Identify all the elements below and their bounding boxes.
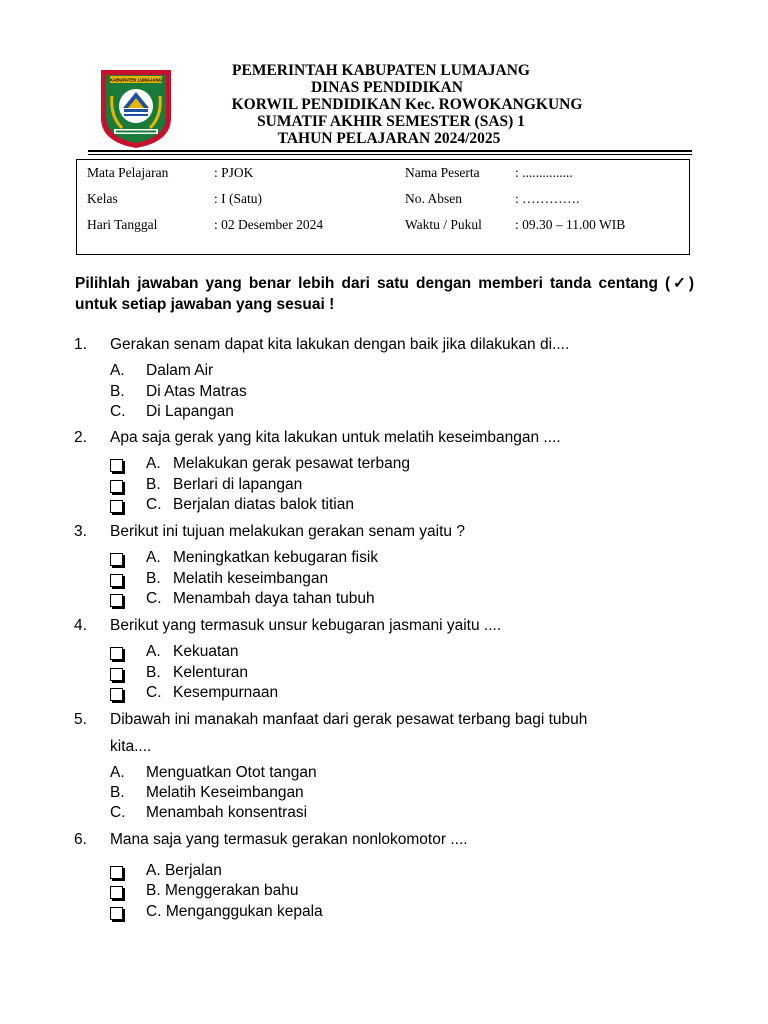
q4-option-c-checkbox[interactable]	[110, 688, 123, 701]
q2-option-a-checkbox[interactable]	[110, 459, 123, 472]
kabupaten-lumajang-emblem	[98, 66, 174, 150]
option-letter: A.	[146, 862, 161, 879]
question-text: Apa saja gerak yang kita lakukan untuk melatih keseimbangan ....	[110, 429, 561, 446]
instruction-text: Pilihlah jawaban yang benar lebih dari satu dengan memberi tanda centang (✓) untuk setiap jawaban yang sesuai !	[75, 275, 694, 313]
option-text: Dalam Air	[146, 362, 214, 379]
q6-option-a-checkbox[interactable]	[110, 866, 123, 879]
info-value-absence-number: : ………….	[515, 191, 580, 206]
option-letter: B.	[146, 882, 161, 899]
question-text-continuation: kita....	[110, 738, 152, 755]
header-line-academic-year: TAHUN PELAJARAN 2024/2025	[277, 130, 501, 147]
q4-option-b-checkbox[interactable]	[110, 668, 123, 681]
option-letter: A.	[146, 643, 161, 660]
option-text: Melatih keseimbangan	[173, 570, 329, 587]
header-line-government: PEMERINTAH KABUPATEN LUMAJANG	[232, 62, 530, 79]
question-text: Gerakan senam dapat kita lakukan dengan baik jika dilakukan di....	[110, 336, 570, 353]
option-letter: C.	[146, 590, 162, 607]
header-divider	[88, 150, 692, 152]
option-letter: B.	[110, 784, 125, 801]
option-letter: B.	[146, 664, 161, 681]
q2-option-b-checkbox[interactable]	[110, 480, 123, 493]
question-number: 6.	[74, 831, 87, 848]
q3-option-b[interactable]	[146, 570, 328, 588]
question-text: Berikut yang termasuk unsur kebugaran jasmani yaitu ....	[110, 617, 502, 634]
option-text: Menganggukan kepala	[165, 903, 323, 920]
option-text: Di Atas Matras	[146, 383, 247, 400]
student-info-box	[76, 159, 690, 255]
question-number: 4.	[74, 617, 87, 634]
q6-option-c-checkbox[interactable]	[110, 907, 123, 920]
option-letter: B.	[146, 476, 161, 493]
q3-option-b-checkbox[interactable]	[110, 574, 123, 587]
option-letter: C.	[110, 804, 126, 821]
option-text: Menguatkan Otot tangan	[146, 764, 317, 781]
q2-option-c[interactable]	[146, 496, 354, 514]
q6-option-b-checkbox[interactable]	[110, 886, 123, 899]
question-number: 3.	[74, 523, 87, 540]
option-letter: C.	[146, 684, 162, 701]
question-number: 5.	[74, 711, 87, 728]
option-letter: C.	[146, 496, 162, 513]
option-text: Melakukan gerak pesawat terbang	[173, 455, 410, 472]
option-letter: A.	[146, 549, 161, 566]
question-text: Mana saja yang termasuk gerakan nonlokomotor ....	[110, 831, 468, 848]
header-line-exam-name: SUMATIF AKHIR SEMESTER (SAS) 1	[257, 113, 525, 130]
q4-option-c[interactable]	[146, 684, 278, 702]
question-text: Berikut ini tujuan melakukan gerakan senam yaitu ?	[110, 523, 465, 540]
option-letter: A.	[146, 455, 161, 472]
q3-option-a[interactable]	[146, 549, 378, 567]
q3-option-c[interactable]	[146, 590, 375, 608]
info-label-class: Kelas	[87, 191, 118, 206]
q2-option-b[interactable]	[146, 476, 302, 494]
question-text: Dibawah ini manakah manfaat dari gerak pesawat terbang bagi tubuh	[110, 711, 588, 728]
document-header	[190, 62, 590, 147]
q6-option-b[interactable]	[146, 882, 299, 900]
info-value-class: : I (Satu)	[214, 191, 262, 206]
svg-text:KABUPATEN LUMAJANG: KABUPATEN LUMAJANG	[110, 77, 162, 83]
option-letter: B.	[146, 570, 161, 587]
header-line-korwil: KORWIL PENDIDIKAN Kec. ROWOKANGKUNG	[231, 96, 583, 113]
option-letter: A.	[110, 362, 125, 379]
option-text: Berjalan diatas balok titian	[173, 496, 354, 513]
q4-option-b[interactable]	[146, 664, 248, 682]
q4-option-a-checkbox[interactable]	[110, 647, 123, 660]
option-text: Menambah konsentrasi	[146, 804, 308, 821]
info-label-absence-number: No. Absen	[405, 191, 462, 206]
option-text: Kesempurnaan	[173, 684, 279, 701]
option-letter: A.	[110, 764, 125, 781]
option-text: Di Lapangan	[146, 403, 234, 420]
option-letter: C.	[110, 403, 126, 420]
option-text: Kekuatan	[173, 643, 239, 660]
info-label-participant-name: Nama Peserta	[405, 165, 480, 180]
info-value-date: : 02 Desember 2024	[214, 217, 324, 232]
q6-option-c[interactable]	[146, 903, 323, 921]
option-text: Berlari di lapangan	[173, 476, 303, 493]
q3-option-a-checkbox[interactable]	[110, 553, 123, 566]
header-divider-thin	[88, 154, 692, 155]
header-line-department: DINAS PENDIDIKAN	[310, 79, 463, 96]
info-value-subject: : PJOK	[214, 165, 254, 180]
option-letter: C.	[146, 903, 162, 920]
option-text: Menggerakan bahu	[164, 882, 299, 899]
option-text: Kelenturan	[173, 664, 248, 681]
info-value-participant-name: : ...............	[515, 165, 573, 180]
option-text: Meningkatkan kebugaran fisik	[173, 549, 379, 566]
q6-option-a[interactable]	[146, 862, 222, 880]
info-label-date: Hari Tanggal	[87, 217, 158, 232]
info-label-time: Waktu / Pukul	[405, 217, 482, 232]
question-number: 2.	[74, 429, 87, 446]
option-text: Menambah daya tahan tubuh	[173, 590, 375, 607]
q2-option-c-checkbox[interactable]	[110, 500, 123, 513]
info-label-subject: Mata Pelajaran	[87, 165, 169, 180]
option-letter: B.	[110, 383, 125, 400]
q3-option-c-checkbox[interactable]	[110, 594, 123, 607]
q4-option-a[interactable]	[146, 643, 239, 661]
q2-option-a[interactable]	[146, 455, 410, 473]
option-text: Berjalan	[164, 862, 222, 879]
info-value-time: : 09.30 – 11.00 WIB	[515, 217, 626, 232]
question-number: 1.	[74, 336, 87, 353]
option-text: Melatih Keseimbangan	[146, 784, 304, 801]
